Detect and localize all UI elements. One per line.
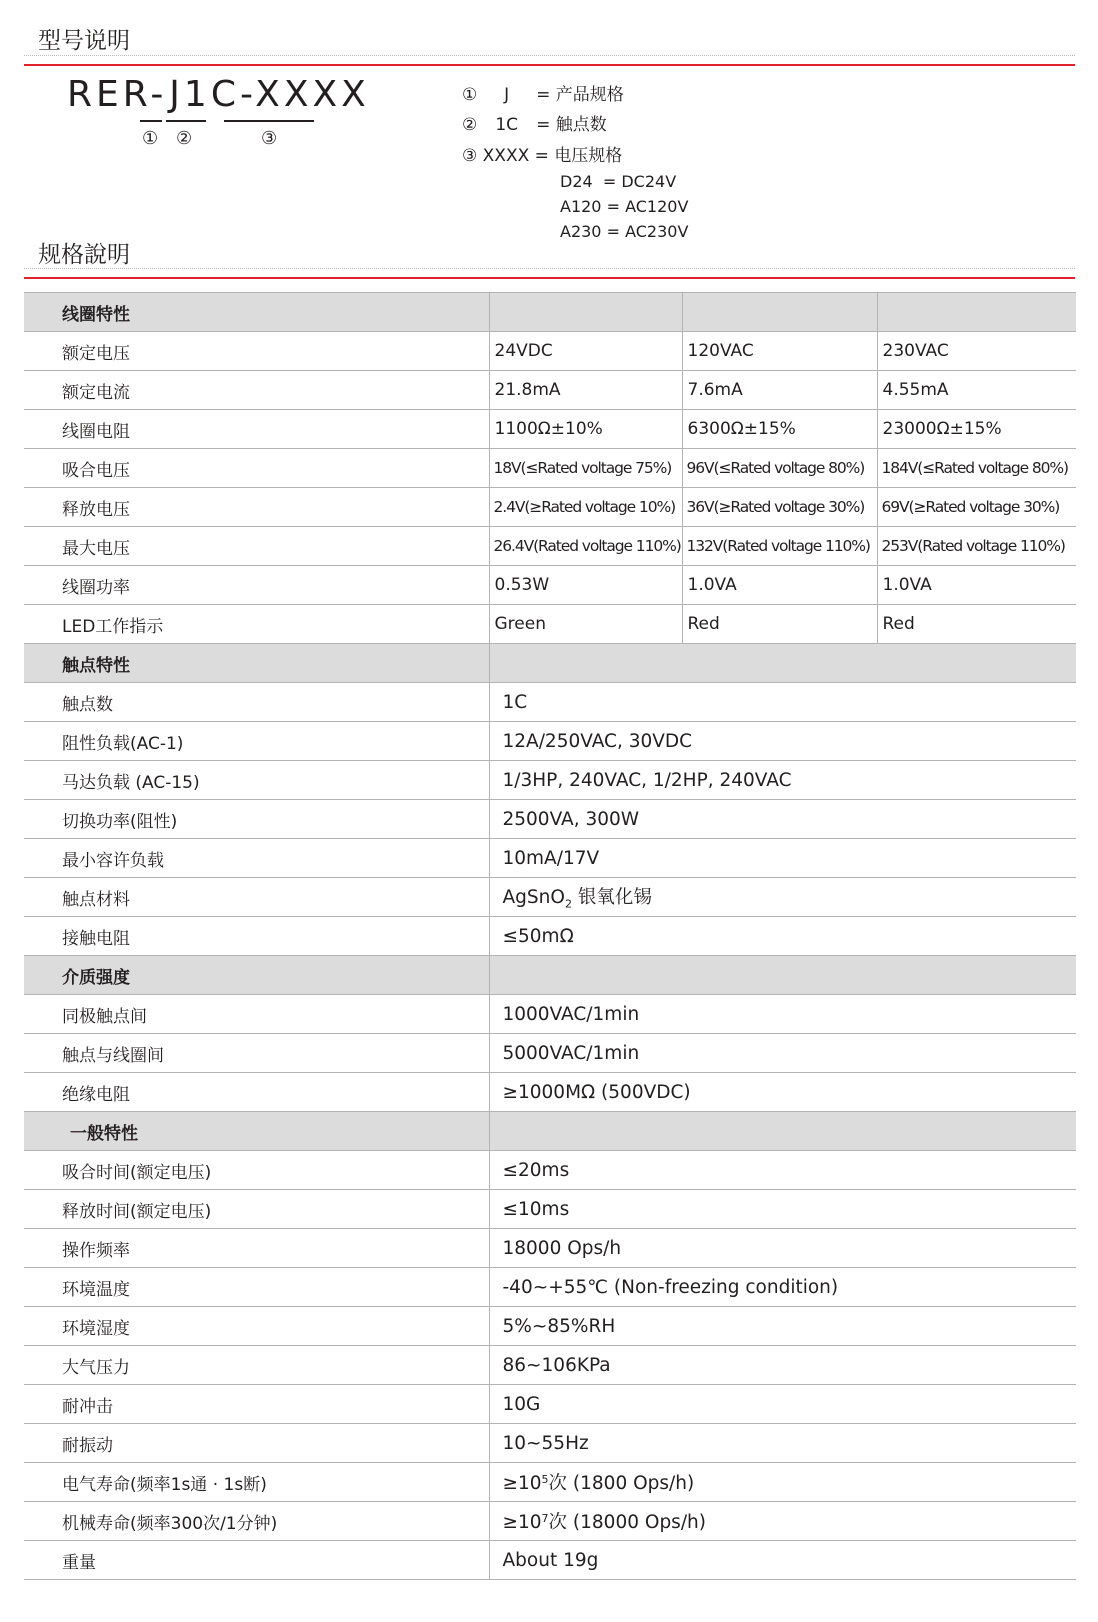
- row-value: Red: [682, 605, 877, 644]
- row-label: 同极触点间: [24, 995, 489, 1034]
- row-label: 额定电压: [24, 332, 489, 371]
- table-row: [24, 1502, 1076, 1541]
- row-value: ≥1000MΩ (500VDC): [489, 1073, 1076, 1112]
- row-value: 4.55mA: [877, 371, 1076, 410]
- section-title: 介质强度: [24, 956, 489, 995]
- table-row: [24, 878, 1076, 917]
- table-row: [24, 1307, 1076, 1346]
- row-label: 大气压力: [24, 1346, 489, 1385]
- row-value: 18V(≤Rated voltage 75%): [489, 449, 682, 488]
- table-row: [24, 1034, 1076, 1073]
- section-header-coil: [24, 293, 1076, 332]
- section-title: 线圈特性: [24, 293, 489, 332]
- row-label: 马达负载 (AC-15): [24, 761, 489, 800]
- table-row: [24, 800, 1076, 839]
- row-label: 接触电阻: [24, 917, 489, 956]
- row-value: 26.4V(Rated voltage 110%): [489, 527, 682, 566]
- table-row: [24, 1229, 1076, 1268]
- section-title: 一般特性: [24, 1112, 489, 1151]
- voltage-code-2: A120 = AC120V: [560, 197, 689, 216]
- row-value: 120VAC: [682, 332, 877, 371]
- row-label: 机械寿命(频率300次/1分钟): [24, 1502, 489, 1541]
- row-value: About 19g: [489, 1541, 1076, 1580]
- legend-eq: =: [536, 115, 551, 135]
- row-label: 绝缘电阻: [24, 1073, 489, 1112]
- table-row: [24, 527, 1076, 566]
- row-label: 阻性负载(AC-1): [24, 722, 489, 761]
- row-label: 电气寿命(频率1s通 · 1s断): [24, 1463, 489, 1502]
- row-value: $\ge 10^7$次 (18000 Ops/h): [489, 1502, 1076, 1541]
- row-value: Red: [877, 605, 1076, 644]
- row-value: AgSnO$_2$ 银氧化锡: [489, 878, 1076, 917]
- row-label: 最大电压: [24, 527, 489, 566]
- table-row: [24, 332, 1076, 371]
- table-row: [24, 1268, 1076, 1307]
- row-value: 23000Ω±15%: [877, 410, 1076, 449]
- row-value: ≤20ms: [489, 1151, 1076, 1190]
- row-value: 86~106KPa: [489, 1346, 1076, 1385]
- row-value: 0.53W: [489, 566, 682, 605]
- row-value: 96V(≤Rated voltage 80%): [682, 449, 877, 488]
- legend-num: ③: [462, 146, 478, 166]
- table-row: [24, 1424, 1076, 1463]
- row-label: 额定电流: [24, 371, 489, 410]
- row-label: 环境温度: [24, 1268, 489, 1307]
- row-value: 10mA/17V: [489, 839, 1076, 878]
- row-value: 1/3HP, 240VAC, 1/2HP, 240VAC: [489, 761, 1076, 800]
- row-label: LED工作指示: [24, 605, 489, 644]
- row-label: 释放时间(额定电压): [24, 1190, 489, 1229]
- marker-2: ②: [176, 128, 193, 149]
- section-header-contact: [24, 644, 1076, 683]
- table-row: [24, 488, 1076, 527]
- legend-eq: =: [534, 146, 549, 166]
- section-title: 触点特性: [24, 644, 489, 683]
- legend-desc: 电压规格: [554, 146, 623, 166]
- legend-key: XXXX: [482, 146, 530, 166]
- voltage-code-1: D24 = DC24V: [560, 172, 677, 191]
- underline-2: [166, 120, 206, 122]
- row-value: 1100Ω±10%: [489, 410, 682, 449]
- voltage-code-3: A230 = AC230V: [560, 222, 689, 241]
- legend-eq: =: [536, 85, 551, 105]
- row-label: 触点数: [24, 683, 489, 722]
- table-row: [24, 371, 1076, 410]
- row-value: 7.6mA: [682, 371, 877, 410]
- table-row: [24, 1541, 1076, 1580]
- row-value: 2.4V(≥Rated voltage 10%): [489, 488, 682, 527]
- row-value: 1000VAC/1min: [489, 995, 1076, 1034]
- legend-row-3: [462, 141, 622, 166]
- row-value: 253V(Rated voltage 110%): [877, 527, 1076, 566]
- legend-key: J: [504, 85, 510, 105]
- table-row: [24, 1346, 1076, 1385]
- spec-heading-rule: [24, 268, 1075, 269]
- table-row: [24, 1151, 1076, 1190]
- row-value: Green: [489, 605, 682, 644]
- row-value: 132V(Rated voltage 110%): [682, 527, 877, 566]
- underline-1: [140, 120, 162, 122]
- legend-desc: 产品规格: [555, 85, 624, 105]
- row-label: 耐冲击: [24, 1385, 489, 1424]
- table-row: [24, 917, 1076, 956]
- row-label: 操作频率: [24, 1229, 489, 1268]
- spec-heading: 规格說明: [38, 242, 130, 268]
- model-code: RER-J1C-XXXX: [67, 74, 370, 115]
- row-value: -40~+55℃ (Non-freezing condition): [489, 1268, 1076, 1307]
- table-row: [24, 1385, 1076, 1424]
- row-value: 184V(≤Rated voltage 80%): [877, 449, 1076, 488]
- row-label: 线圈功率: [24, 566, 489, 605]
- row-value: 18000 Ops/h: [489, 1229, 1076, 1268]
- row-value: ≤50mΩ: [489, 917, 1076, 956]
- row-value: ≤10ms: [489, 1190, 1076, 1229]
- row-value: 10~55Hz: [489, 1424, 1076, 1463]
- row-label: 耐振动: [24, 1424, 489, 1463]
- row-label: 触点材料: [24, 878, 489, 917]
- row-value: 36V(≥Rated voltage 30%): [682, 488, 877, 527]
- section-header-dielectric: [24, 956, 1076, 995]
- row-value: 24VDC: [489, 332, 682, 371]
- spec-table: [24, 292, 1076, 1580]
- row-label: 线圈电阻: [24, 410, 489, 449]
- row-value: 6300Ω±15%: [682, 410, 877, 449]
- legend-row-1: [462, 80, 624, 105]
- model-heading-rule: [24, 55, 1075, 56]
- table-row: [24, 410, 1076, 449]
- marker-1: ①: [142, 128, 159, 149]
- row-value: 5%~85%RH: [489, 1307, 1076, 1346]
- row-label: 吸合电压: [24, 449, 489, 488]
- row-value: 1.0VA: [877, 566, 1076, 605]
- row-value: 69V(≥Rated voltage 30%): [877, 488, 1076, 527]
- table-row: [24, 605, 1076, 644]
- table-row: [24, 566, 1076, 605]
- table-row: [24, 449, 1076, 488]
- row-value: 5000VAC/1min: [489, 1034, 1076, 1073]
- table-row: [24, 995, 1076, 1034]
- row-label: 触点与线圈间: [24, 1034, 489, 1073]
- model-heading: 型号说明: [38, 28, 130, 54]
- table-row: [24, 839, 1076, 878]
- row-value: 10G: [489, 1385, 1076, 1424]
- row-label: 切换功率(阻性): [24, 800, 489, 839]
- row-label: 最小容许负载: [24, 839, 489, 878]
- row-label: 吸合时间(额定电压): [24, 1151, 489, 1190]
- row-value: 1C: [489, 683, 1076, 722]
- row-value: 12A/250VAC, 30VDC: [489, 722, 1076, 761]
- row-value: 1.0VA: [682, 566, 877, 605]
- row-value: 2500VA, 300W: [489, 800, 1076, 839]
- legend-key: 1C: [495, 115, 518, 135]
- legend-num: ②: [462, 115, 478, 135]
- row-label: 重量: [24, 1541, 489, 1580]
- underline-3: [224, 120, 314, 122]
- marker-3: ③: [261, 128, 278, 149]
- table-row: [24, 1190, 1076, 1229]
- table-row: [24, 1073, 1076, 1112]
- table-row: [24, 683, 1076, 722]
- table-row: [24, 1463, 1076, 1502]
- table-row: [24, 761, 1076, 800]
- row-value: 230VAC: [877, 332, 1076, 371]
- row-value: 21.8mA: [489, 371, 682, 410]
- legend-num: ①: [462, 85, 478, 105]
- legend-desc: 触点数: [555, 115, 607, 135]
- legend-row-2: [462, 110, 607, 135]
- row-label: 释放电压: [24, 488, 489, 527]
- row-value: $\ge 10^5$次 (1800 Ops/h): [489, 1463, 1076, 1502]
- section-header-general: [24, 1112, 1076, 1151]
- table-row: [24, 722, 1076, 761]
- row-label: 环境湿度: [24, 1307, 489, 1346]
